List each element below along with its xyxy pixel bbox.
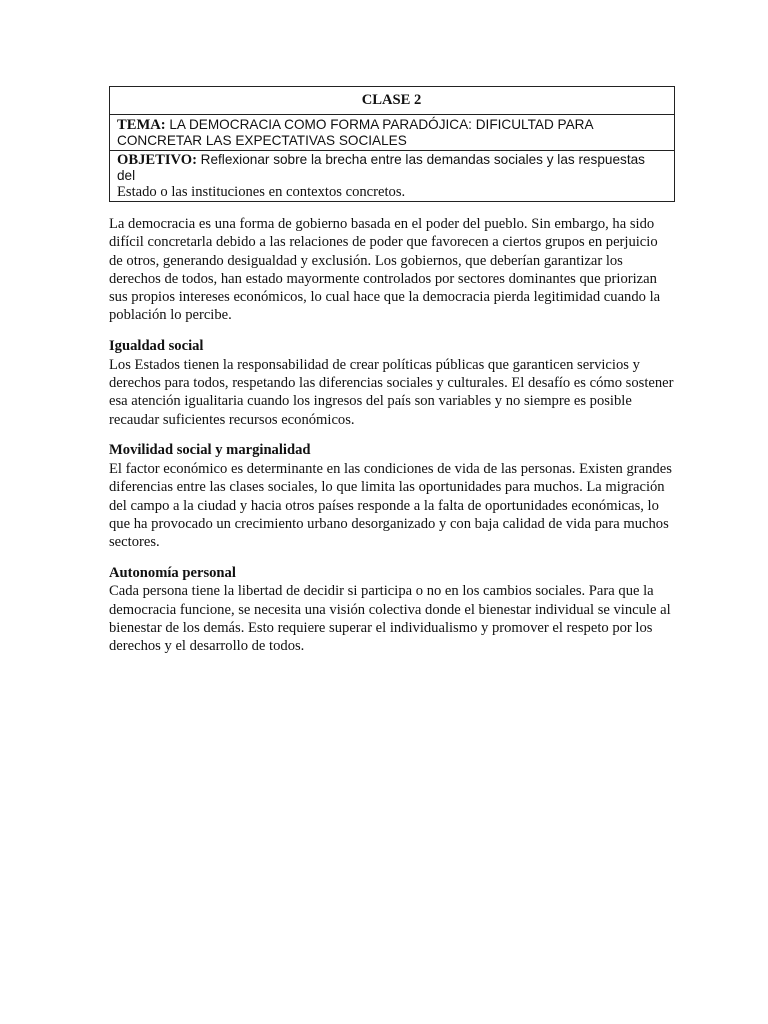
- objetivo-row: [110, 150, 675, 202]
- section-heading: Autonomía personal: [109, 564, 236, 581]
- section-igualdad-social: [109, 338, 675, 429]
- tema-cell: [110, 114, 675, 150]
- objetivo-text-line-2: Estado o las instituciones en contextos concretos.: [117, 183, 406, 200]
- section-movilidad-social: [109, 442, 675, 551]
- tema-text: LA DEMOCRACIA COMO FORMA PARADÓJICA: DIFICULTAD PARA CONCRETAR LAS EXPECTATIVAS SOCIALES: [117, 116, 593, 148]
- class-title: CLASE 2: [110, 87, 675, 115]
- section-paragraph: El factor económico es determinante en las condiciones de vida de las personas. Existen grandes diferencias entre las clases sociales, lo que limita las oportunidades para muchos. La migración del campo a la ciudad y hacia otros países responde a la falta de oportunidades económicas, lo que ha provocado un crecimiento urbano desorganizado y con baja calidad de vida para muchos sectores.: [109, 460, 672, 551]
- tema-label: TEMA:: [117, 116, 166, 133]
- document-page: [109, 86, 675, 656]
- class-header-table: [109, 86, 675, 202]
- objetivo-cell: [110, 150, 675, 202]
- section-heading: Igualdad social: [109, 338, 204, 355]
- tema-row: [110, 114, 675, 150]
- section-paragraph: Los Estados tienen la responsabilidad de crear políticas públicas que garanticen servicios y derechos para todos, respetando las diferencias sociales y culturales. El desafío es cómo sostener esa atención igualitaria cuando los ingresos del país son variables y no siempre es posible recaudar suficientes recursos económicos.: [109, 356, 674, 428]
- objetivo-text-line-1: Reflexionar sobre la brecha entre las demandas sociales y las respuestas del: [117, 151, 645, 183]
- document-body: [109, 215, 675, 656]
- title-row: [110, 87, 675, 115]
- section-autonomia-personal: [109, 565, 675, 656]
- intro-paragraph: La democracia es una forma de gobierno basada en el poder del pueblo. Sin embargo, ha sido difícil concretarla debido a las relaciones de poder que favorecen a ciertos grupos en perjuicio de otros, generando desigualdad y exclusión. Los gobiernos, que deberían garantizar los derechos de todos, han estado mayormente controlados por sectores dominantes que priorizan sus propios intereses económicos, lo cual hace que la democracia pierda legitimidad cuando la población lo percibe.: [109, 216, 661, 324]
- section-heading: Movilidad social y marginalidad: [109, 442, 311, 459]
- section-paragraph: Cada persona tiene la libertad de decidir si participa o no en los cambios sociales. Para que la democracia funcione, se necesita una visión colectiva donde el bienestar individual se vincule al bienestar de los demás. Esto requiere superar el individualismo y promover el respeto por los derechos y el desarrollo de todos.: [109, 583, 671, 655]
- objetivo-label: OBJETIVO:: [117, 151, 197, 168]
